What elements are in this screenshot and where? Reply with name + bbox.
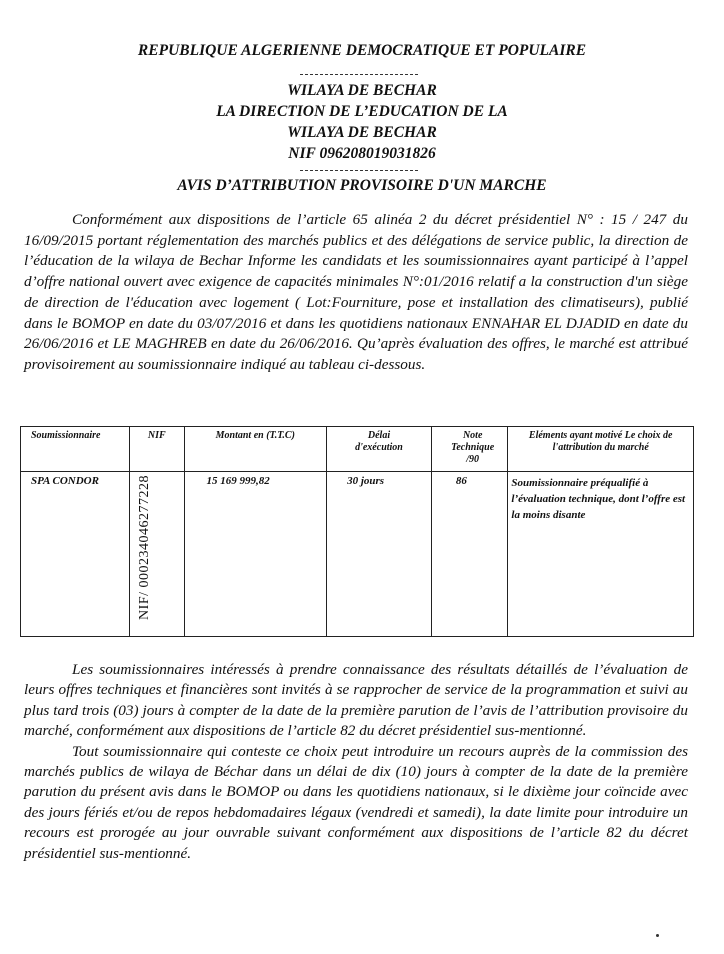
header-separator <box>300 74 418 75</box>
cell-note: 86 <box>431 472 508 637</box>
header-delai: Délai d'exécution <box>327 427 432 472</box>
cell-montant: 15 169 999,82 <box>184 472 327 637</box>
attribution-table <box>20 426 694 637</box>
header-soumissionnaire: Soumissionnaire <box>21 427 130 472</box>
closing-paragraphs <box>24 660 688 864</box>
scan-mark <box>656 934 659 937</box>
cell-delai: 30 jours <box>327 472 432 637</box>
cell-soumissionnaire: SPA CONDOR <box>21 472 130 637</box>
appeal-paragraph: Tout soumissionnaire qui conteste ce choix peut introduire un recours auprès de la commission des marchés publics de wilaya de Béchar dans un délai de dix (10) jours à compter de la date de la première parution du présent avis dans le BOMOP ou dans les quotidiens nationaux, si le dixième jour coïncide avec des jours fériés et/ou de repos hebdomadaires légaux (vendredi et samedi), la date limite pour introduire un recours est prorogée au jour ouvrable suivant conformément aux dispositions de l’article 82 du décret présidentiel sus-mentionné. <box>24 742 688 862</box>
table-row <box>21 472 694 637</box>
header-montant: Montant en (T.T.C) <box>184 427 327 472</box>
notice-title: AVIS D’ATTRIBUTION PROVISOIRE D'UN MARCHE <box>177 177 547 194</box>
header-elements: Eléments ayant motivé Le choix de l'attribution du marché <box>508 427 694 472</box>
table-header-row <box>21 427 694 472</box>
header-note: Note Technique /90 <box>431 427 508 472</box>
nif-vertical-text: NIF/ 000234046277228 <box>137 475 153 620</box>
direction-line-2: WILAYA DE BECHAR <box>287 124 437 141</box>
wilaya-title: WILAYA DE BECHAR <box>287 82 437 99</box>
header-separator <box>300 170 418 171</box>
nif-line: NIF 096208019031826 <box>288 145 436 162</box>
cell-nif <box>130 472 185 637</box>
intro-paragraph <box>24 210 688 376</box>
header-nif: NIF <box>130 427 185 472</box>
results-paragraph: Les soumissionnaires intéressés à prendre connaissance des résultats détaillés de l’évaluation de leurs offres techniques et financières sont invités à se rapprocher de service de la programmation et suivi au plus tard trois (03) jours à compter de la date de la première parution de l’avis de l’attribution provisoire du marché, conformément aux dispositions de l’article 82 du décret présidentiel sus-mentionné. <box>24 661 688 740</box>
cell-elements: Soumissionnaire préqualifié à l’évaluation technique, dont l’offre est la moins disante <box>508 472 694 637</box>
republic-title: REPUBLIQUE ALGERIENNE DEMOCRATIQUE ET POPULAIRE <box>137 42 587 59</box>
intro-text: Conformément aux dispositions de l’article 65 alinéa 2 du décret présidentiel N° : 15 / 247 du 16/09/2015 portant réglementation des marchés publics et des délégations de service public, la direction de l’éducation de la wilaya de Bechar Informe les candidats et les soumissionnaires ayant participé à l’appel d’offre national ouvert avec exigence de capacités minimales N°:01/2016 relatif a la construction d'un siège de direction de l'éducation avec logement ( Lot:Fourniture, pose et installation des climatiseurs), publié dans le BOMOP en date du 03/07/2016 et dans les quotidiens nationaux ENNAHAR EL DJADID en date du 26/06/2016 et LE MAGHREB en date du 26/06/2016. Qu’après évaluation des offres, le marché est attribué provisoirement au soumissionnaire indiqué au tableau ci-dessous. <box>24 211 688 373</box>
direction-line-1: LA DIRECTION DE L’EDUCATION DE LA <box>216 103 508 120</box>
